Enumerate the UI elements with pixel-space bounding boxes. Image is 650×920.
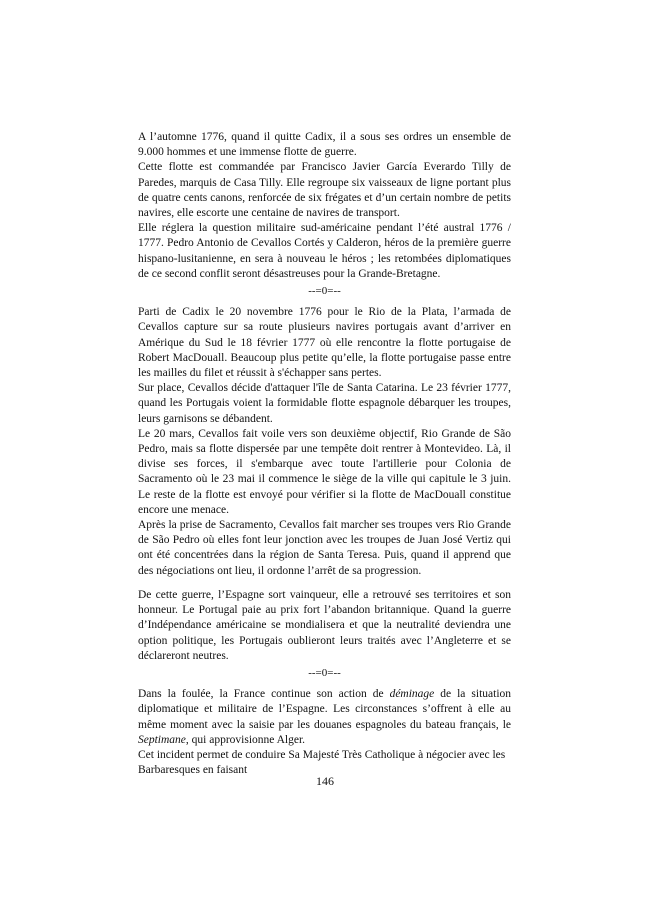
italic-ship-name: Septimane bbox=[138, 733, 186, 746]
paragraph-sacramento-siege: Le 20 mars, Cevallos fait voile vers son deuxième objectif, Rio Grande de São Pedro, mais sa flotte dispersée par une tempête doit rentrer à Montevideo. Là, il divise ses forces, il s'embarque avec toute l'artillerie pour Colonia de Sacramento où le 23 mai il commence le siège de la ville qui capitule le 3 juin. Le reste de la flotte est envoyé pour vérifier si la flotte de MacDouall constitue encore une menace. bbox=[138, 427, 511, 516]
paragraph-gap bbox=[138, 579, 511, 588]
section-separator: --=0=-- bbox=[308, 285, 341, 298]
section-separator-2: --=0=-- bbox=[308, 666, 341, 679]
page-number: 146 bbox=[316, 774, 334, 788]
document-page-body bbox=[138, 130, 511, 778]
paragraph-war-outcome: De cette guerre, l’Espagne sort vainqueur, elle a retrouvé ses territoires et son honneur. Le Portugal paie au prix fort l’abandon britannique. Quand la guerre d’Indépendance américaine se mondialisera et que la neutralité deviendra une option politique, les Portugais oublieront leurs traités avec l’Angleterre et se déclareront neutres. bbox=[138, 588, 511, 662]
paragraph-incident: Cet incident permet de conduire Sa Majesté Très Catholique à négocier avec les Barbaresques en faisant bbox=[138, 748, 506, 777]
paragraph-southern-summer: Elle réglera la question militaire sud-américaine pendant l’été austral 1776 / 1777. Pedro Antonio de Cevallos Cortés y Calderon, héros de la première guerre hispano-lusitanienne, en sera à nouveau le héros ; les retombées diplomatiques de ce second conflit seront désastreuses pour la Grande-Bretagne. bbox=[138, 222, 511, 280]
text-run: de la situation diplomatique et militaire de l’Espagne. Les circonstances s’offrent à elle au même moment avec la saisie par les douanes espagnoles du bateau français, le bbox=[138, 688, 512, 731]
paragraph-santa-catarina: Sur place, Cevallos décide d'attaquer l'île de Santa Catarina. Le 23 février 1777, quand les Portugais voient la formidable flotte espagnole débarquer les troupes, leurs garnisons se débandent. bbox=[138, 382, 511, 425]
paragraph-fleet-commander: Cette flotte est commandée par Francisco Javier García Everardo Tilly de Paredes, marquis de Casa Tilly. Elle regroupe six vaisseaux de ligne portant plus de quatre cents canons, renforcée de six frégates et d’un certain nombre de petits navires, elle escorte une centaine de navires de transport. bbox=[138, 161, 511, 220]
text-run: , qui approvisionne Alger. bbox=[185, 733, 306, 746]
paragraph-departure-cadix: A l’automne 1776, quand il quitte Cadix, il a sous ses ordres un ensemble de 9.000 hommes et une immense flotte de guerre. bbox=[138, 131, 511, 159]
paragraph-armada-voyage: Parti de Cadix le 20 novembre 1776 pour le Rio de la Plata, l’armada de Cevallos capture sur sa route plusieurs navires portugais avant d’arriver en Amérique du Sud le 18 février 1777 où elle rencontre la flotte portugaise de Robert MacDouall. Beaucoup plus petite qu’elle, la flotte portugaise passe entre les mailles du filet et réussit à s'échapper sans pertes. bbox=[138, 306, 511, 380]
text-run: Dans la foulée, la France continue son action de bbox=[138, 688, 390, 701]
italic-term-deminage: déminage bbox=[389, 688, 435, 701]
paragraph-rio-grande: Après la prise de Sacramento, Cevallos fait marcher ses troupes vers Rio Grande de São Pedro où elles font leur jonction avec les troupes de Juan José Vertiz qui ont été concentrées dans la région de Santa Teresa. Puis, quand il apprend que des négociations ont lieu, il ordonne l’arrêt de sa progression. bbox=[138, 519, 511, 577]
paragraph-france-demining bbox=[138, 687, 511, 748]
